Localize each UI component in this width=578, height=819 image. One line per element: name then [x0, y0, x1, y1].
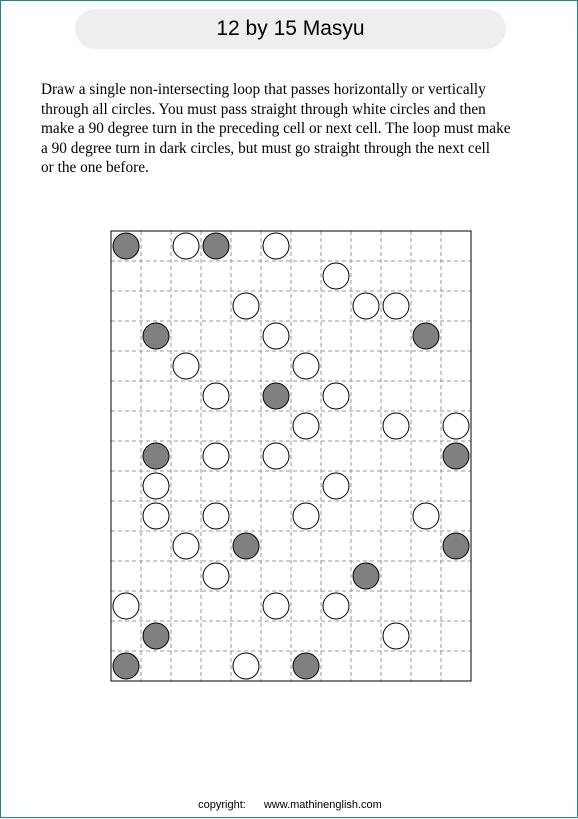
white-circle[interactable] [323, 263, 349, 289]
black-circle[interactable] [203, 233, 229, 259]
white-circle[interactable] [383, 623, 409, 649]
black-circle[interactable] [143, 623, 169, 649]
black-circle[interactable] [353, 563, 379, 589]
white-circle[interactable] [173, 353, 199, 379]
white-circle[interactable] [113, 593, 139, 619]
white-circle[interactable] [413, 503, 439, 529]
white-circle[interactable] [323, 593, 349, 619]
black-circle[interactable] [443, 443, 469, 469]
black-circle[interactable] [113, 653, 139, 679]
black-circle[interactable] [143, 443, 169, 469]
white-circle[interactable] [293, 353, 319, 379]
white-circle[interactable] [323, 383, 349, 409]
white-circle[interactable] [203, 383, 229, 409]
masyu-grid[interactable] [1, 1, 578, 819]
black-circle[interactable] [143, 323, 169, 349]
black-circle[interactable] [443, 533, 469, 559]
black-circle[interactable] [413, 323, 439, 349]
white-circle[interactable] [293, 413, 319, 439]
white-circle[interactable] [203, 563, 229, 589]
black-circle[interactable] [293, 653, 319, 679]
white-circle[interactable] [353, 293, 379, 319]
white-circle[interactable] [203, 443, 229, 469]
black-circle[interactable] [263, 383, 289, 409]
instruction-line: make a 90 degree turn in the preceding cell or next cell. The loop must make [41, 120, 511, 137]
white-circle[interactable] [173, 533, 199, 559]
white-circle[interactable] [263, 233, 289, 259]
white-circle[interactable] [143, 473, 169, 499]
white-circle[interactable] [233, 653, 259, 679]
white-circle[interactable] [443, 413, 469, 439]
footer [1, 799, 578, 811]
page-title: 12 by 15 Masyu [216, 17, 365, 40]
white-circle[interactable] [293, 503, 319, 529]
instruction-line: or the one before. [41, 159, 149, 176]
copyright-label: copyright: [198, 799, 246, 811]
white-circle[interactable] [173, 233, 199, 259]
instruction-line: Draw a single non-intersecting loop that passes horizontally or vertically [41, 81, 486, 98]
white-circle[interactable] [263, 593, 289, 619]
website-link[interactable]: www.mathinenglish.com [263, 799, 382, 811]
white-circle[interactable] [263, 443, 289, 469]
white-circle[interactable] [233, 293, 259, 319]
black-circle[interactable] [113, 233, 139, 259]
white-circle[interactable] [203, 503, 229, 529]
white-circle[interactable] [143, 503, 169, 529]
white-circle[interactable] [263, 323, 289, 349]
black-circle[interactable] [233, 533, 259, 559]
white-circle[interactable] [383, 413, 409, 439]
instruction-line: through all circles. You must pass straight through white circles and then [41, 100, 486, 118]
instruction-line: a 90 degree turn in dark circles, but must go straight through the next cell [41, 139, 491, 157]
white-circle[interactable] [323, 473, 349, 499]
white-circle[interactable] [383, 293, 409, 319]
